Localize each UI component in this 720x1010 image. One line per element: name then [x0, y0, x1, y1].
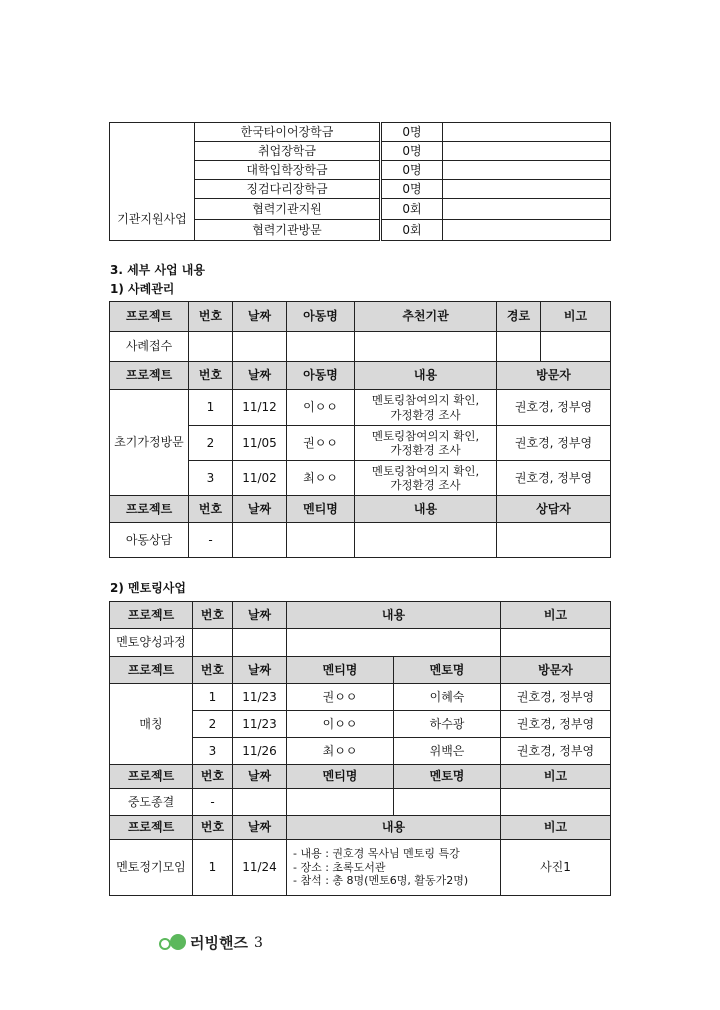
col-header: 아동명 [287, 362, 355, 390]
table-cell: 사진1 [501, 840, 611, 896]
col-header: 내용 [355, 362, 497, 390]
table-cell: 이ㅇㅇ [287, 390, 355, 426]
table-cell: 위백은 [394, 738, 501, 765]
col-header: 날짜 [233, 765, 287, 789]
col-header: 프로젝트 [110, 765, 193, 789]
table-cell: 멘토링참여의지 확인, 가정환경 조사 [355, 390, 497, 426]
subsection-2-title: 2) 멘토링사업 [110, 581, 186, 595]
col-header: 번호 [193, 816, 233, 840]
row-label: 아동상담 [110, 523, 189, 558]
table-cell: 11/02 [233, 461, 287, 496]
col-header: 방문자 [501, 657, 611, 684]
table-cell: 권ㅇㅇ [287, 684, 394, 711]
col-header: 멘토명 [394, 765, 501, 789]
row-name: 협력기관지원 [195, 199, 381, 220]
table-cell: 최ㅇㅇ [287, 461, 355, 496]
col-header: 경로 [497, 302, 541, 332]
col-header: 프로젝트 [110, 657, 193, 684]
col-header: 비고 [541, 302, 611, 332]
table-cell: - [189, 523, 233, 558]
case-management-table [109, 301, 611, 558]
table-cell: 최ㅇㅇ [287, 738, 394, 765]
col-header: 번호 [189, 496, 233, 523]
col-header: 날짜 [233, 816, 287, 840]
table-cell: 1 [189, 390, 233, 426]
mentoring-table [109, 601, 611, 896]
table-cell: 권호경, 정부영 [497, 461, 611, 496]
col-header: 프로젝트 [110, 302, 189, 332]
table-cell: 11/26 [233, 738, 287, 765]
group-label: 기관지원사업 [110, 199, 195, 241]
row-value: 0회 [381, 199, 443, 220]
col-header: 번호 [189, 362, 233, 390]
row-name: 협력기관방문 [195, 220, 381, 241]
col-header: 비고 [501, 765, 611, 789]
col-header: 프로젝트 [110, 816, 193, 840]
row-name: 한국타이어장학금 [195, 123, 381, 142]
row-label: 사례접수 [110, 332, 189, 362]
col-header: 내용 [287, 602, 501, 629]
brand-name: 러빙핸즈 [190, 934, 248, 952]
table-cell: 권호경, 정부영 [497, 390, 611, 426]
table-cell: 3 [189, 461, 233, 496]
col-header: 날짜 [233, 657, 287, 684]
col-header: 멘티명 [287, 657, 394, 684]
table-cell: 권호경, 정부영 [501, 738, 611, 765]
table-cell: 권호경, 정부영 [501, 684, 611, 711]
row-name: 대학입학장학금 [195, 161, 381, 180]
col-header: 프로젝트 [110, 496, 189, 523]
row-label: 멘토정기모임 [110, 840, 193, 896]
table-cell: 이혜숙 [394, 684, 501, 711]
col-header: 멘티명 [287, 765, 394, 789]
table-cell: 권호경, 정부영 [497, 426, 611, 461]
col-header: 비고 [501, 816, 611, 840]
row-name: 징검다리장학금 [195, 180, 381, 199]
col-header: 아동명 [287, 302, 355, 332]
col-header: 번호 [193, 657, 233, 684]
row-value: 0회 [381, 220, 443, 241]
col-header: 멘티명 [287, 496, 355, 523]
table-cell: 11/24 [233, 840, 287, 896]
meeting-details: - 내용 : 권호경 목사님 멘토링 특강 - 장소 : 초록도서관 - 참석 : 총 8명(멘토6명, 활동가2명) [287, 840, 501, 896]
subsection-1-title: 1) 사례관리 [110, 282, 175, 296]
row-label: 멘토양성과정 [110, 629, 193, 657]
col-header: 날짜 [233, 302, 287, 332]
row-value: 0명 [381, 161, 443, 180]
col-header: 추천기관 [355, 302, 497, 332]
col-header: 내용 [287, 816, 501, 840]
col-header: 상담자 [497, 496, 611, 523]
table-cell: 1 [193, 840, 233, 896]
table-cell: 멘토링참여의지 확인, 가정환경 조사 [355, 426, 497, 461]
table-cell: 3 [193, 738, 233, 765]
table-cell: 권호경, 정부영 [501, 711, 611, 738]
col-header: 날짜 [233, 602, 287, 629]
col-header: 내용 [355, 496, 497, 523]
table-cell: - [193, 789, 233, 816]
col-header: 비고 [501, 602, 611, 629]
row-value: 0명 [381, 180, 443, 199]
col-header: 프로젝트 [110, 602, 193, 629]
table-cell: 11/23 [233, 684, 287, 711]
col-header: 날짜 [233, 362, 287, 390]
col-header: 날짜 [233, 496, 287, 523]
col-header: 번호 [193, 602, 233, 629]
col-header: 번호 [193, 765, 233, 789]
col-header: 프로젝트 [110, 362, 189, 390]
col-header: 멘토명 [394, 657, 501, 684]
footer [158, 932, 263, 953]
row-name: 취업장학금 [195, 142, 381, 161]
table-cell: 11/12 [233, 390, 287, 426]
row-value: 0명 [381, 123, 443, 142]
table-cell: 11/05 [233, 426, 287, 461]
table-cell: 11/23 [233, 711, 287, 738]
row-label: 초기가정방문 [110, 390, 189, 496]
table-cell: 2 [189, 426, 233, 461]
loving-hands-logo-icon [158, 933, 188, 953]
scholarship-table [109, 122, 611, 241]
page-number: 3 [253, 934, 263, 951]
table-cell: 이ㅇㅇ [287, 711, 394, 738]
table-cell: 1 [193, 684, 233, 711]
row-value: 0명 [381, 142, 443, 161]
table-cell: 멘토링참여의지 확인, 가정환경 조사 [355, 461, 497, 496]
section-3-title: 3. 세부 사업 내용 [110, 263, 205, 277]
table-cell: 2 [193, 711, 233, 738]
row-label: 중도종결 [110, 789, 193, 816]
col-header: 방문자 [497, 362, 611, 390]
table-cell: 권ㅇㅇ [287, 426, 355, 461]
col-header: 번호 [189, 302, 233, 332]
table-cell: 하수광 [394, 711, 501, 738]
row-label: 매칭 [110, 684, 193, 765]
